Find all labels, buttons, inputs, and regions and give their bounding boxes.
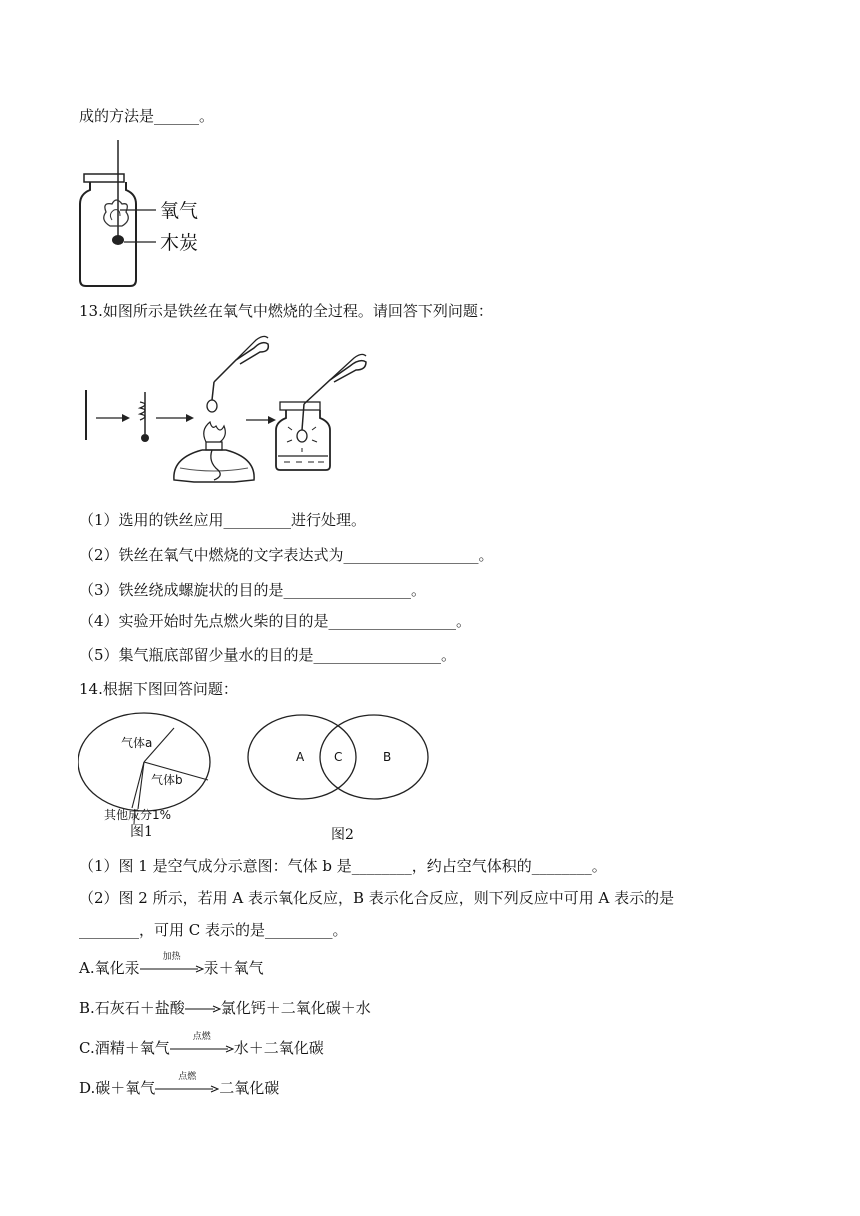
- fig2-caption: 图2: [331, 827, 354, 843]
- q14-item-2-line-1: （2）图 2 所示，若用 A 表示氧化反应，B 表示化合反应，则下列反应中可用 A 表示的是: [79, 889, 675, 907]
- option-b-products: 氯化钙＋二氧化碳＋水: [220, 999, 371, 1017]
- reaction-condition: 加热: [162, 952, 181, 962]
- q13-item-5: （5）集气瓶底部留少量水的目的是_________________。: [79, 646, 457, 664]
- reaction-arrow: [170, 1032, 234, 1057]
- option-c-products: 水＋二氧化碳: [233, 1039, 324, 1057]
- option-d: [79, 1072, 280, 1098]
- label-oxygen: 氧气: [160, 200, 199, 222]
- iron-wire-combustion-figure: [78, 330, 398, 490]
- option-c: [79, 1032, 324, 1058]
- reaction-arrow: [155, 1072, 219, 1097]
- reaction-arrow: [185, 1001, 221, 1017]
- q14-item-1: （1）图 1 是空气成分示意图：气体 b 是________，约占空气体积的________。: [79, 857, 607, 875]
- venn-label-b: B: [383, 750, 392, 764]
- fig1-gas-a-label: 气体a: [121, 736, 153, 750]
- q13-title: 13.如图所示是铁丝在氧气中燃烧的全过程。请回答下列问题：: [79, 302, 493, 320]
- label-charcoal: 木炭: [160, 232, 199, 254]
- reaction-arrow: [140, 952, 204, 977]
- q13-item-1: （1）选用的铁丝应用_________进行处理。: [79, 511, 367, 529]
- reaction-condition: 点燃: [178, 1072, 197, 1082]
- q13-item-2: （2）铁丝在氧气中燃烧的文字表达式为__________________。: [79, 546, 494, 564]
- venn-label-a: A: [296, 750, 305, 764]
- option-d-products: 二氧化碳: [219, 1079, 280, 1097]
- fig1-other-label: 其他成分1%: [104, 808, 172, 822]
- fig1-caption: 图1: [130, 824, 153, 840]
- q13-item-4: （4）实验开始时先点燃火柴的目的是_________________。: [79, 612, 472, 630]
- venn-label-c: C: [334, 750, 343, 764]
- venn-diagram-figure: [246, 712, 436, 822]
- option-d-reactants: D.碳＋氧气: [79, 1079, 156, 1097]
- q14-item-2-line-2: ________，可用 C 表示的是_________。: [79, 921, 348, 939]
- option-b: [79, 998, 371, 1018]
- q12-tail-text: 成的方法是______。: [79, 107, 215, 125]
- option-a: [79, 952, 264, 978]
- q14-title: 14.根据下图回答问题：: [79, 680, 238, 698]
- option-a-reactants: A.氧化汞: [79, 959, 140, 977]
- reaction-condition: 点燃: [192, 1032, 211, 1042]
- fig1-gas-b-label: 气体b: [151, 773, 183, 787]
- option-b-reactants: B.石灰石＋盐酸: [79, 999, 185, 1017]
- option-a-products: 汞＋氧气: [203, 959, 264, 977]
- option-c-reactants: C.酒精＋氧气: [79, 1039, 170, 1057]
- q13-item-3: （3）铁丝绕成螺旋状的目的是_________________。: [79, 581, 427, 599]
